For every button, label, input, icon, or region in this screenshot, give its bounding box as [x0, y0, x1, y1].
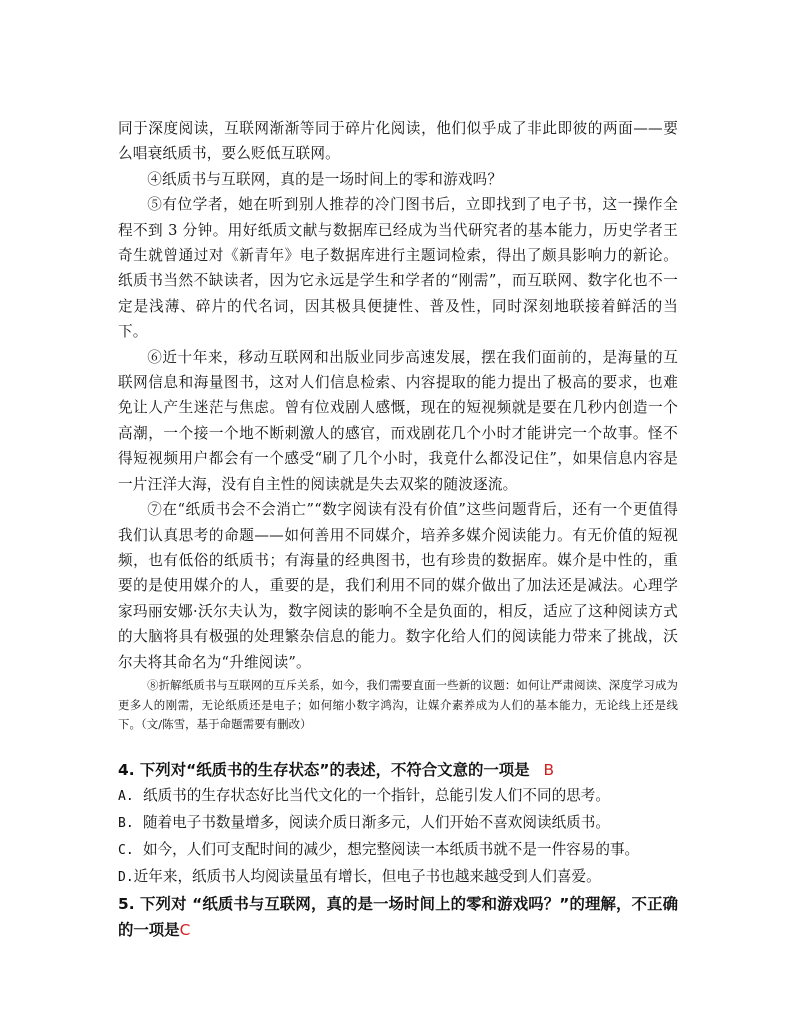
question-4-option-a: [118, 783, 678, 810]
question-5-text: 5. 下列对 “纸质书与互联网，真的是一场时间上的零和游戏吗？”的理解，不正确的一项是: [118, 894, 678, 939]
document-page: [118, 116, 678, 943]
questions-section: [118, 757, 678, 943]
option-text: 随着电子书数量增多，阅读介质日渐多元，人们开始不喜欢阅读纸质书。: [142, 813, 610, 831]
option-letter: B.: [118, 815, 134, 831]
question-4-option-d: [118, 864, 678, 891]
paragraph-8: ⑧折解纸质书与互联网的互斥关系，如今，我们需要直面一些新的议题：如何让严肃阅读、深度学习成为更多人的刚需，无论纸质还是电子；如何缩小数字鸿沟，让媒介素养成为人们的基本能力，无论线上还是线下。（文/陈雪，基于命题需要有删改）: [118, 677, 678, 732]
option-text: 纸质书的生存状态好比当代文化的一个指针，总能引发人们不同的思考。: [142, 786, 610, 804]
paragraph-intro: 同于深度阅读，互联网渐渐等同于碎片化阅读，他们似乎成了非此即彼的两面——要么唱衰纸质书，要么贬低互联网。: [118, 120, 678, 163]
question-4-option-b: [118, 810, 678, 837]
option-letter: D.: [118, 869, 134, 885]
question-5-answer: C: [179, 920, 191, 939]
question-4-title: [118, 757, 678, 783]
question-4-text: 4. 下列对“纸质书的生存状态”的表述，不符合文意的一项是: [118, 760, 530, 779]
option-letter: A.: [118, 788, 134, 804]
article-body: [118, 116, 678, 735]
option-text: 如今，人们可支配时间的减少，想完整阅读一本纸质书就不是一件容易的事。: [142, 840, 640, 858]
question-4-option-c: [118, 837, 678, 864]
question-4-answer: B: [543, 760, 555, 779]
option-text: 近年来，纸质书人均阅读量虽有增长，但电子书也越来越受到人们喜爱。: [133, 867, 601, 885]
paragraph-6: ⑥近十年来，移动互联网和出版业同步高速发展，摆在我们面前的，是海量的互联网信息和海量图书，这对人们信息检索、内容提取的能力提出了极高的要求，也难免让人产生迷茫与焦虑。曾有位戏剧人感慨，现在的短视频就是要在几秒内创造一个高潮，一个接一个地不断刺激人的感官，而戏剧花几个小时才能讲完一个故事。怪不得短视频用户都会有一个感受“刷了几个小时，我竟什么都没记住”，如果信息内容是一片汪洋大海，没有自主性的阅读就是失去双桨的随波逐流。: [118, 348, 678, 493]
paragraph-7: ⑦在“纸质书会不会消亡”“数字阅读有没有价值”这些问题背后，还有一个更值得我们认真思考的命题——如何善用不同媒介，培养多媒介阅读能力。有无价值的短视频，也有低俗的纸质书；有海量的经典图书，也有珍贵的数据库。媒介是中性的，重要的是使用媒介的人，重要的是，我们利用不同的媒介做出了加法还是减法。心理学家玛丽安娜·沃尔夫认为，数字阅读的影响不全是负面的，相反，适应了这种阅读方式的大脑将具有极强的处理繁杂信息的能力。数字化给人们的阅读能力带来了挑战，沃尔夫将其命名为“升维阅读”。: [118, 501, 678, 671]
paragraph-5: ⑤有位学者，她在听到别人推荐的冷门图书后，立即找到了电子书，这一操作全程不到 3 分钟。用好纸质文献与数据库已经成为当代研究者的基本能力，历史学者王奇生就曾通过对《新青年》电子数据库进行主题词检索，得出了颇具影响力的新论。纸质书当然不缺读者，因为它永远是学生和学者的“刚需”，而互联网、数字化也不一定是浅薄、碎片的代名词，因其极具便捷性、普及性，同时深刻地联接着鲜活的当下。: [118, 196, 678, 341]
question-5-title: [118, 891, 678, 943]
paragraph-4: ④纸质书与互联网，真的是一场时间上的零和游戏吗？: [147, 170, 503, 188]
option-letter: C.: [118, 842, 134, 858]
